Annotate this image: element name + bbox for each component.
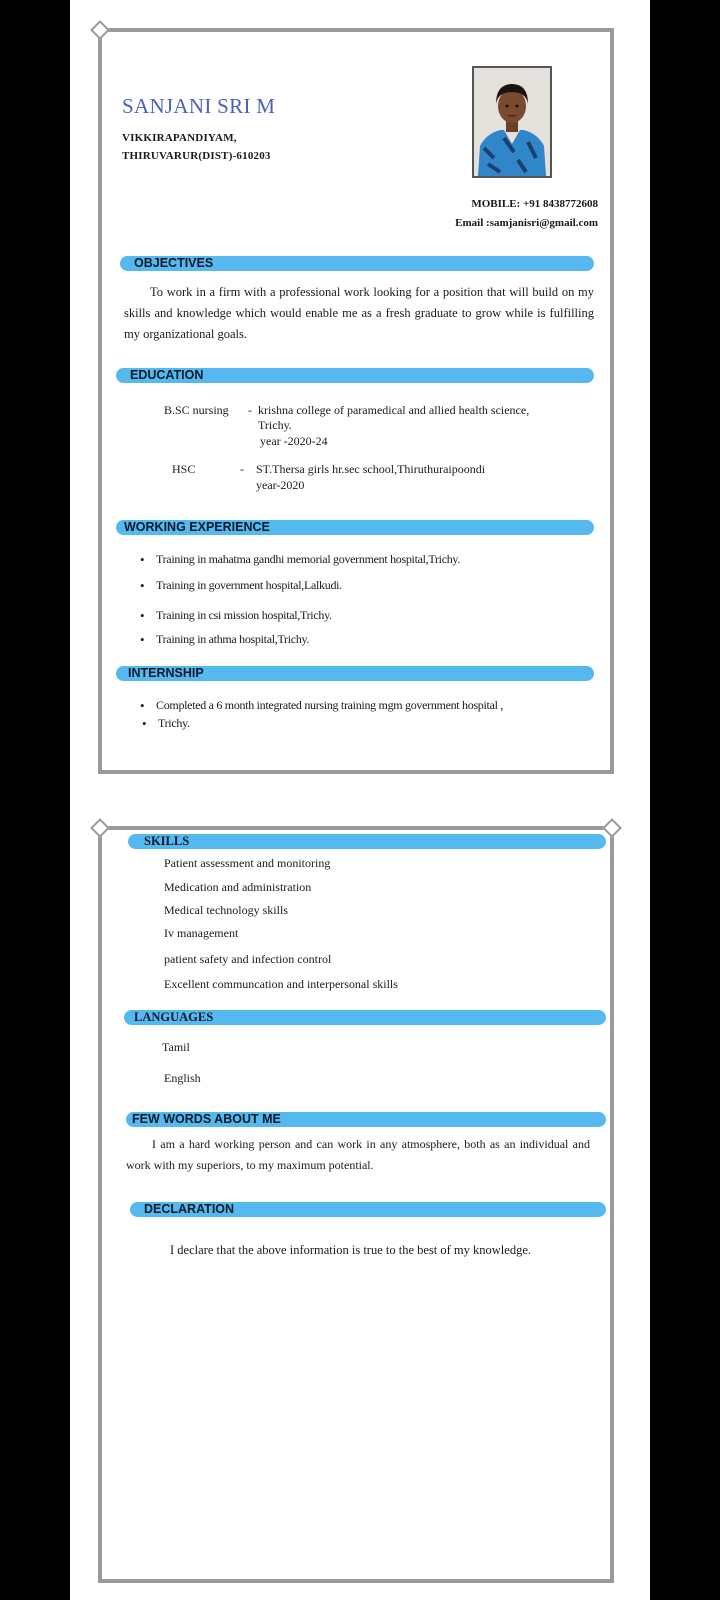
working-experience-heading: WORKING EXPERIENCE (116, 520, 594, 535)
education-degree: B.SC nursing (164, 403, 229, 417)
education-degree: HSC (172, 462, 196, 476)
education-separator: - (248, 403, 252, 417)
skill-item: Patient assessment and monitoring (164, 856, 331, 870)
address-line-2: THIRUVARUR(DIST)-610203 (122, 150, 271, 162)
internship-item: • Completed a 6 month integrated nursing training mgm government hospital , (156, 698, 503, 713)
objectives-heading: OBJECTIVES (120, 256, 594, 271)
education-institution-city: Trichy. (258, 418, 292, 432)
address-line-1: VIKKIRAPANDIYAM, (122, 132, 237, 144)
skill-item: patient safety and infection control (164, 952, 332, 966)
languages-heading: LANGUAGES (124, 1010, 606, 1025)
education-separator: - (240, 462, 244, 476)
education-year: year-2020 (256, 478, 305, 492)
corner-ornament (90, 818, 110, 838)
about-heading: FEW WORDS ABOUT ME (126, 1112, 606, 1127)
skill-item: Medical technology skills (164, 903, 288, 917)
skill-item: Medication and administration (164, 880, 312, 894)
experience-item: • Training in government hospital,Lalkudi. (156, 578, 342, 593)
experience-item: • Training in athma hospital,Trichy. (156, 632, 309, 647)
education-institution: ST.Thersa girls hr.sec school,Thiruthuraipoondi (256, 462, 486, 476)
corner-ornament (602, 818, 622, 838)
document-sheet (70, 0, 650, 1600)
skill-item: Excellent communcation and interpersonal skills (164, 977, 398, 991)
internship-heading: INTERNSHIP (116, 666, 594, 681)
mobile-number: MOBILE: +91 8438772608 (471, 198, 598, 210)
experience-item: • Training in mahatma gandhi memorial government hospital,Trichy. (156, 552, 460, 567)
candidate-name: SANJANI SRI M (122, 94, 276, 118)
internship-item-continued: • Trichy. (158, 716, 190, 731)
declaration-text: I declare that the above information is true to the best of my knowledge. (170, 1243, 531, 1257)
education-year: year -2020-24 (260, 434, 328, 448)
education-institution: krishna college of paramedical and allied health science, (258, 403, 530, 417)
skills-heading: SKILLS (128, 834, 606, 849)
corner-ornament (90, 20, 110, 40)
about-text: I am a hard working person and can work in any atmosphere, both as an individual and work with my superiors, to my maximum potential. (126, 1137, 590, 1172)
declaration-heading: DECLARATION (130, 1202, 606, 1217)
profile-photo (472, 66, 552, 178)
email-address: Email :samjanisri@gmail.com (455, 217, 598, 229)
resume-page-2 (98, 826, 614, 1583)
language-item: English (164, 1071, 201, 1085)
resume-page-1 (98, 28, 614, 774)
experience-item: • Training in csi mission hospital,Trichy. (156, 608, 332, 623)
skill-item: Iv management (164, 926, 239, 940)
education-heading: EDUCATION (116, 368, 594, 383)
language-item: Tamil (162, 1040, 190, 1054)
objectives-text: To work in a firm with a professional work looking for a position that will build on my skills and knowledge which would enable me as a fresh graduate to grow while is fulfilling my organizational goals. (124, 285, 594, 341)
